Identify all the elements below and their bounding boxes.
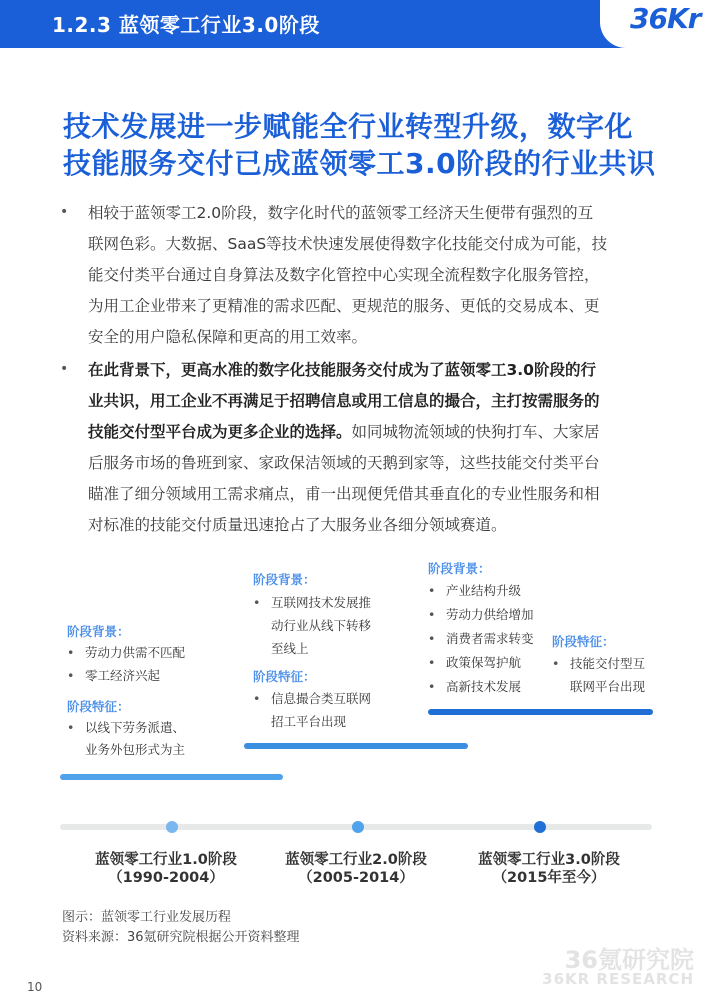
stage1-years: （1990-2004） — [108, 870, 224, 886]
figure-caption: 图示：蓝领零工行业发展历程 — [62, 910, 232, 925]
brand-logo — [600, 0, 710, 48]
paragraph-bold-line: 在此背景下，更高水准的数字化技能服务交付成为了蓝领零工3.0阶段的行 — [88, 361, 596, 379]
stage3-background-item: • 消费者需求转变 — [428, 631, 534, 646]
paragraph-2 — [88, 355, 653, 541]
stage3-background-item: • 高新技术发展 — [428, 679, 522, 694]
paragraph-line: 相较于蓝领零工2.0阶段，数字化时代的蓝领零工经济天生便带有强烈的互 — [88, 204, 594, 222]
stage3-bar — [428, 709, 653, 715]
source-caption: 资料来源：36氪研究院根据公开资料整理 — [62, 930, 300, 945]
stage3-background-item: • 劳动力供给增加 — [428, 607, 534, 622]
stage3-years: （2015年至今） — [492, 870, 606, 886]
bullet-dot: • — [60, 361, 69, 377]
headline-line-2: 技能服务交付已成蓝领零工3.0阶段的行业共识 — [63, 147, 656, 180]
stage1-background-item: • 零工经济兴起 — [67, 668, 161, 683]
stage3-feature-item: 联网平台出现 — [570, 679, 646, 694]
timeline-dot-stage2 — [352, 821, 364, 833]
stage2-background-item: 至线上 — [271, 641, 309, 656]
stage3-feature-label: 阶段特征： — [552, 634, 615, 649]
paragraph-line: 瞄准了细分领域用工需求痛点，甫一出现便凭借其垂直化的专业性服务和相 — [88, 485, 600, 503]
timeline-dot-stage1 — [166, 821, 178, 833]
stage3-background-item: • 政策保驾护航 — [428, 655, 522, 670]
paragraph-line: 能交付类平台通过自身算法及数字化管控中心实现全流程数字化服务管控， — [88, 266, 600, 284]
section-title: 1.2.3 蓝领零工行业3.0阶段 — [52, 13, 320, 37]
page-number: 10 — [27, 980, 43, 994]
watermark-cn: 36氪研究院 — [564, 946, 694, 974]
stage2-years: （2005-2014） — [298, 870, 414, 886]
paragraph-line: 联网色彩。大数据、SaaS等技术快速发展使得数字化技能交付成为可能，技 — [88, 235, 608, 253]
stage3-background-label: 阶段背景： — [428, 561, 491, 576]
paragraph-line: 对标准的技能交付质量迅速抢占了大服务业各细分领域赛道。 — [88, 516, 507, 534]
stage3-feature-item: • 技能交付型互 — [552, 656, 646, 671]
stage2-feature-label: 阶段特征： — [253, 669, 316, 684]
paragraph-bold-line: 技能交付型平台成为更多企业的选择。 — [88, 423, 352, 441]
paragraph-bold-line: 业共识，用工企业不再满足于招聘信息或用工信息的撮合，主打按需服务的 — [88, 392, 600, 410]
watermark-en: 36KR RESEARCH — [542, 970, 694, 988]
stage2-background-label: 阶段背景： — [253, 572, 316, 587]
stage1-feature-item: 业务外包形式为主 — [85, 742, 186, 757]
stage2-title: 蓝领零工行业2.0阶段 — [285, 852, 427, 868]
stage1-background-label: 阶段背景： — [67, 624, 130, 639]
stage2-background-item: 动行业从线下转移 — [271, 618, 372, 633]
bullet-dot: • — [60, 204, 69, 220]
logo-text: 36Kr — [630, 2, 701, 35]
timeline-dot-stage3 — [534, 821, 546, 833]
stage3-background-item: • 产业结构升级 — [428, 583, 522, 598]
stage3-title: 蓝领零工行业3.0阶段 — [478, 852, 620, 868]
paragraph-line: 安全的用户隐私保障和更高的用工效率。 — [88, 328, 368, 346]
stage1-bar — [60, 774, 283, 780]
stage1-title: 蓝领零工行业1.0阶段 — [95, 852, 237, 868]
stage2-bar — [244, 743, 468, 749]
paragraph-line: 为用工企业带来了更精准的需求匹配、更规范的服务、更低的交易成本、更 — [88, 297, 600, 315]
headline-line-1: 技术发展进一步赋能全行业转型升级，数字化 — [63, 110, 634, 143]
stage1-background-item: • 劳动力供需不匹配 — [67, 645, 186, 660]
stage2-feature-item: 招工平台出现 — [271, 714, 347, 729]
paragraph-1 — [88, 198, 653, 353]
stage1-feature-label: 阶段特征： — [67, 699, 130, 714]
paragraph-line: 如同城物流领域的快狗打车、大家居 — [351, 423, 600, 441]
stage2-background-item: • 互联网技术发展推 — [253, 595, 372, 610]
paragraph-line: 后服务市场的鲁班到家、家政保洁领域的天鹅到家等，这些技能交付类平台 — [88, 454, 600, 472]
stage1-feature-item: • 以线下劳务派遣、 — [67, 720, 186, 735]
stage2-feature-item: • 信息撮合类互联网 — [253, 691, 372, 706]
